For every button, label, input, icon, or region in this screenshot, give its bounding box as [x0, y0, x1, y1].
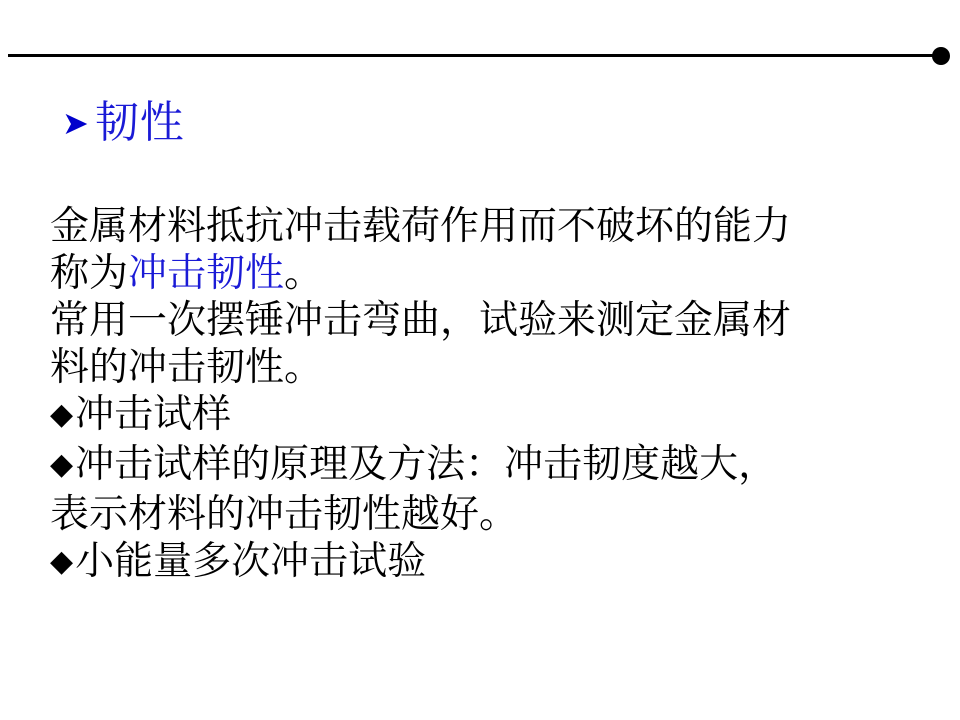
slide-title-text: 韧性 [94, 98, 185, 147]
body-text: 冲击试样的原理及方法：冲击韧度越大， [75, 443, 778, 486]
body-text: 。 [284, 252, 324, 295]
horizontal-rule [8, 54, 944, 57]
body-line [50, 203, 920, 250]
body-line-bulleted [50, 538, 920, 588]
body-line-bulleted [50, 391, 920, 441]
body-line [50, 491, 920, 538]
body-text: 表示材料的冲击韧性越好。 [50, 493, 519, 536]
body-line [50, 297, 920, 344]
body-text: 冲击试样 [75, 393, 232, 436]
body-line [50, 250, 920, 297]
highlighted-term: 冲击韧性 [128, 252, 285, 295]
slide-header-divider [0, 46, 960, 66]
body-text: 称为 [50, 252, 129, 295]
arrow-bullet-icon: ➤ [62, 104, 89, 143]
body-text: 料的冲击韧性。 [50, 346, 324, 389]
body-line-bulleted [50, 441, 920, 491]
slide-title [62, 100, 185, 146]
body-text: 小能量多次冲击试验 [75, 540, 427, 583]
bullet-knob-icon [932, 47, 950, 65]
diamond-bullet-icon: ◆ [50, 544, 74, 579]
diamond-bullet-icon: ◆ [50, 397, 74, 432]
body-line [50, 344, 920, 391]
slide-body [50, 203, 920, 588]
body-text: 金属材料抵抗冲击载荷作用而不破坏的能力 [50, 205, 792, 248]
diamond-bullet-icon: ◆ [50, 447, 74, 482]
body-text: 常用一次摆锤冲击弯曲，试验来测定金属材 [50, 299, 792, 342]
